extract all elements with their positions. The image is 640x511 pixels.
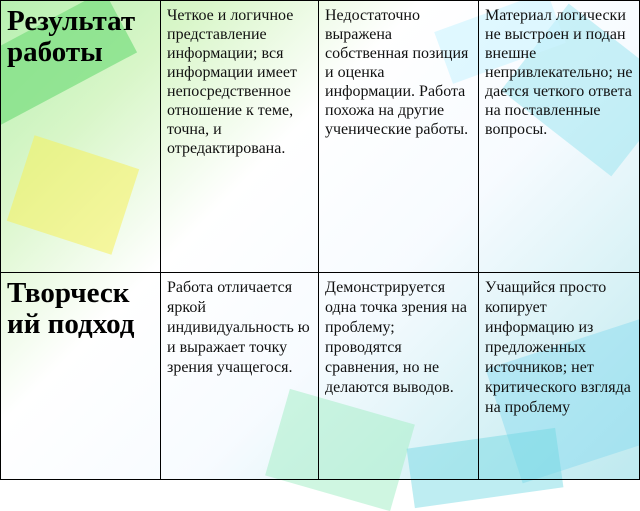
- row-label: Результат работы: [7, 5, 136, 68]
- cell-text: Четкое и логичное представление информации; вся информации имеет непосредственное отношение к теме, точна, и отредактирована.: [167, 7, 297, 157]
- cell-text: Учащийся просто копирует информацию из предложенных источников; нет критического взгляда на проблему: [485, 279, 631, 416]
- cell-text: Демонстрируется одна точка зрения на проблему; проводятся сравнения, но не делаются выводов.: [325, 279, 467, 396]
- table-row: [1, 1, 640, 273]
- row-label-cell: [1, 1, 161, 273]
- row-label-cell: [1, 273, 161, 480]
- table-cell: [479, 273, 640, 480]
- table-row: [1, 273, 640, 480]
- cell-text: Работа отличается яркой индивидуальность ю и выражает точку зрения учащегося.: [167, 279, 310, 376]
- row-label: Творческ ий подход: [7, 277, 135, 340]
- table-cell: [479, 1, 640, 273]
- cell-text: Недостаточно выражена собственная позиция и оценка информации. Работа похожа на другие ученические работы.: [325, 7, 469, 138]
- table-cell: [319, 1, 479, 273]
- cell-text: Материал логически не выстроен и подан внешне непривлекательно; не дается четкого ответа на поставленные вопросы.: [485, 7, 633, 138]
- table-cell: [161, 273, 319, 480]
- table-cell: [319, 273, 479, 480]
- table-cell: [161, 1, 319, 273]
